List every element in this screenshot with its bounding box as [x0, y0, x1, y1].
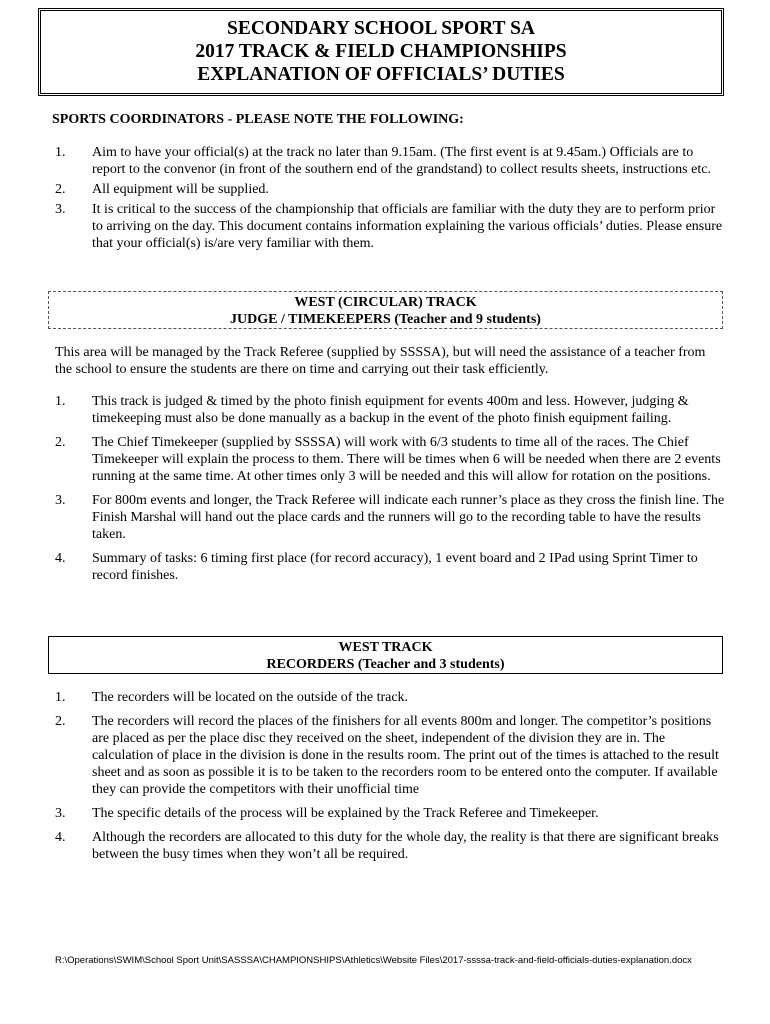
- list-item: [55, 492, 725, 543]
- item-number: 3.: [55, 806, 66, 821]
- list-item: [55, 829, 725, 863]
- item-text: Summary of tasks: 6 timing first place (for record accuracy), 1 event board and 2 IPad using Sprint Timer to record finishes.: [92, 551, 698, 583]
- item-text: The recorders will be located on the outside of the track.: [92, 690, 409, 705]
- item-text: The Chief Timekeeper (supplied by SSSSA) will work with 6/3 students to time all of the races. The Chief Timekeeper will explain the process to them. There will be times when 6 will be needed when there are 2 events running at the same time. At other times only 3 will be needed and this will allow for rotation on the positions.: [92, 435, 721, 484]
- west-circular-track-box: [48, 291, 723, 329]
- item-text: For 800m events and longer, the Track Referee will indicate each runner’s place as they cross the finish line. The Finish Marshal will hand out the place cards and the runners will go to the recording table to have the results taken.: [92, 493, 725, 542]
- item-text: This track is judged & timed by the photo finish equipment for events 400m and less. However, judging & timekeeping must also be done manually as a backup in the event of the photo finish equipment failing.: [92, 394, 689, 426]
- list-item: [55, 181, 725, 198]
- coordinators-list: [55, 144, 725, 252]
- list-item: [55, 144, 725, 178]
- file-path-footer: R:\Operations\SWIM\School Sport Unit\SASSSA\CHAMPIONSHIPS\Athletics\Website Files\2017-ssssa-track-and-field-officials-duties-explanation.docx: [55, 955, 692, 966]
- document-title-box: [38, 8, 724, 96]
- list-item: [55, 434, 725, 485]
- item-text: All equipment will be supplied.: [92, 182, 269, 197]
- list-item: [55, 393, 725, 427]
- item-text: Aim to have your official(s) at the track no later than 9.15am. (The first event is at 9.45am.) Officials are to report to the convenor (in front of the southern end of the grandstand) to collect results sheets, instructions etc.: [92, 145, 711, 177]
- item-number: 3.: [55, 493, 66, 508]
- item-number: 2.: [55, 714, 66, 729]
- section-subtitle: RECORDERS (Teacher and 3 students): [266, 657, 505, 672]
- west-track-recorders-box: [48, 636, 723, 674]
- item-number: 4.: [55, 551, 66, 566]
- section-subtitle: JUDGE / TIMEKEEPERS (Teacher and 9 students): [230, 312, 541, 327]
- item-text: It is critical to the success of the championship that officials are familiar with the duty they are to perform prior to arriving on the day. This document contains information explaining the various officials’ duties. Please ensure that your official(s) is/are very familiar with them.: [92, 202, 723, 251]
- section-title: WEST TRACK: [338, 640, 433, 655]
- item-text: The specific details of the process will be explained by the Track Referee and Timekeeper.: [92, 806, 599, 821]
- list-item: [55, 201, 725, 252]
- item-number: 1.: [55, 690, 66, 705]
- list-item: [55, 689, 725, 706]
- section-title: WEST (CIRCULAR) TRACK: [294, 295, 477, 310]
- item-number: 2.: [55, 435, 66, 450]
- list-item: [55, 805, 725, 822]
- list-item: [55, 713, 725, 798]
- title-line-2: 2017 TRACK & FIELD CHAMPIONSHIPS: [195, 41, 567, 62]
- item-number: 1.: [55, 145, 66, 160]
- west-recorders-list: [55, 689, 725, 863]
- item-text: The recorders will record the places of the finishers for all events 800m and longer. The competitor’s positions are placed as per the place disc they received on the sheet, independent of the division they are in. The calculation of place in the division is done in the results room. The print out of the times is attached to the result sheet and as soon as possible it is to be taken to the recorders room to be entered onto the computer. If available they can provide the competitors with their unofficial time: [92, 714, 719, 797]
- title-line-1: SECONDARY SCHOOL SPORT SA: [227, 18, 535, 39]
- item-number: 2.: [55, 182, 66, 197]
- item-text: Although the recorders are allocated to this duty for the whole day, the reality is that there are significant breaks between the busy times when they won’t all be required.: [92, 830, 719, 862]
- item-number: 3.: [55, 202, 66, 217]
- coordinators-heading: SPORTS COORDINATORS - PLEASE NOTE THE FOLLOWING:: [52, 112, 464, 127]
- item-number: 1.: [55, 394, 66, 409]
- west-circular-intro: This area will be managed by the Track Referee (supplied by SSSSA), but will need the assistance of a teacher from the school to ensure the students are there on time and carrying out their task efficiently.: [55, 345, 706, 377]
- title-line-3: EXPLANATION OF OFFICIALS’ DUTIES: [197, 64, 565, 85]
- item-number: 4.: [55, 830, 66, 845]
- west-circular-list: [55, 393, 725, 584]
- list-item: [55, 550, 725, 584]
